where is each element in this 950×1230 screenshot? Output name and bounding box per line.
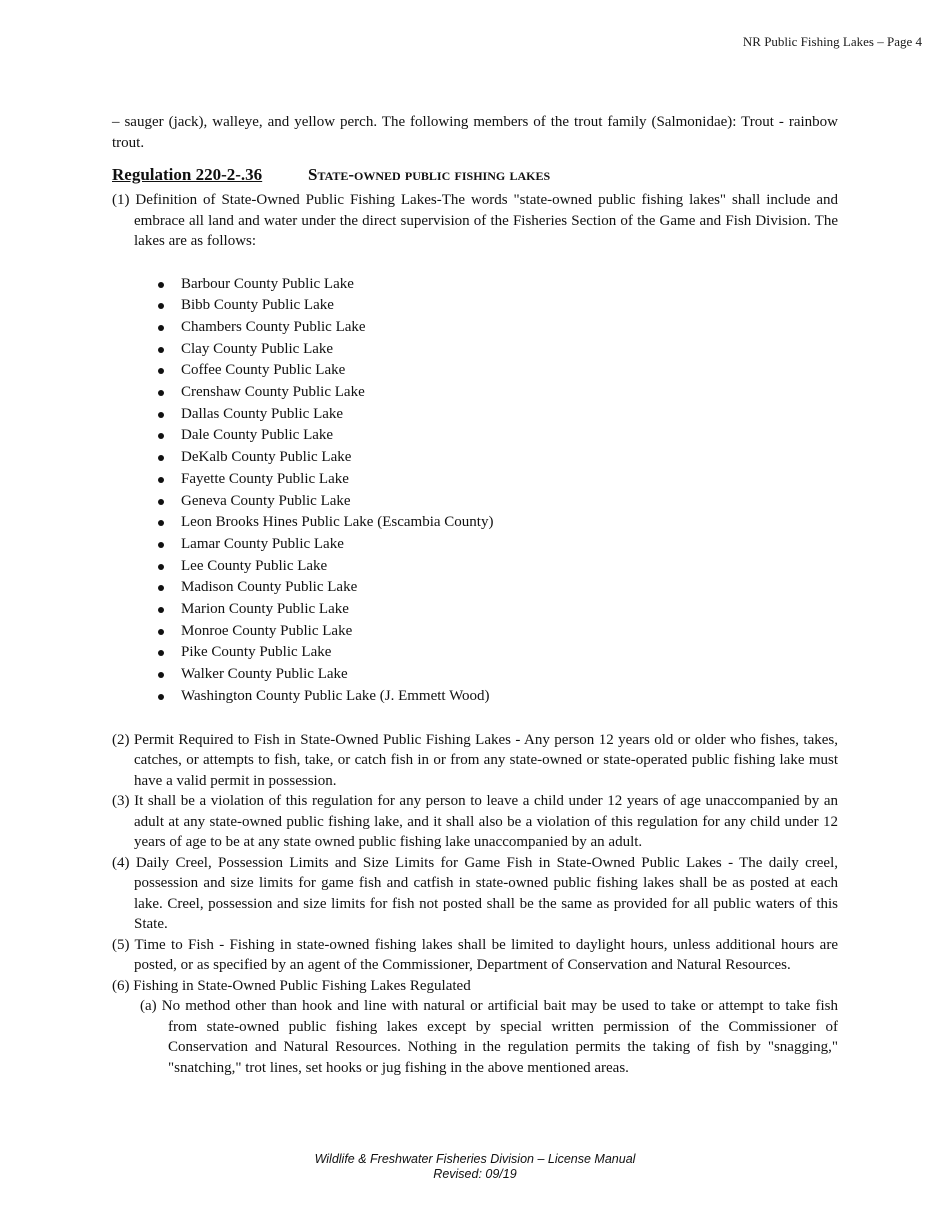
lake-name: Pike County Public Lake [181, 644, 332, 661]
paragraph-3: (3) It shall be a violation of this regulation for any person to leave a child under 12 years of age unaccompanied by an adult at any state-owned public fishing lake, and it shall also be a violation of this regulation for any child under 12 years of age to be at any state owned public fishing lake unaccompanied by an adult. [112, 793, 838, 851]
intro-text: – sauger (jack), walleye, and yellow perch. The following members of the trout family (Salmonidae): Trout - rainbow trout. [112, 114, 838, 151]
bullet-icon [158, 607, 164, 613]
bullet-icon [158, 455, 164, 461]
lake-name: Geneva County Public Lake [181, 492, 351, 509]
bullet-icon [158, 347, 164, 353]
footer-line-1: Wildlife & Freshwater Fisheries Division – License Manual [314, 1152, 636, 1166]
lake-list-item [158, 512, 838, 534]
lake-name: Lee County Public Lake [181, 557, 328, 574]
lake-name: Crenshaw County Public Lake [181, 384, 365, 401]
paragraph-5: (5) Time to Fish - Fishing in state-owned fishing lakes shall be limited to daylight hours, unless additional hours are posted, or as specified by an agent of the Commissioner, Department of Conservation and Natural Resources. [112, 936, 838, 974]
lake-name: Fayette County Public Lake [181, 470, 349, 487]
lake-list-item [158, 382, 838, 404]
bullet-icon [158, 650, 164, 656]
lake-list-item [158, 274, 838, 296]
page-footer [0, 1152, 950, 1182]
lake-name: Bibb County Public Lake [181, 297, 334, 314]
regulation-heading [112, 163, 838, 187]
bullet-icon [158, 542, 164, 548]
lake-list-item [158, 534, 838, 556]
lake-name: Monroe County Public Lake [181, 622, 353, 639]
lake-name: Dale County Public Lake [181, 427, 334, 444]
lake-name: Walker County Public Lake [181, 666, 348, 683]
paragraph-2: (2) Permit Required to Fish in State-Owned Public Fishing Lakes - Any person 12 years old or older who fishes, takes, catches, or attempts to fish, take, or catch fish in or from any state-owned or state-operated public fishing lake must have a valid permit in possession. [112, 731, 838, 789]
paragraph-6a: (a) No method other than hook and line with natural or artificial bait may be used to take or attempt to take fish from state-owned public fishing lakes except by special written permission of the Commissioner of Conservation and Natural Resources. Nothing in the regulation permits the taking of fish by "snagging," "snatching," trot lines, set hooks or jug fishing in the above mentioned areas. [140, 998, 838, 1076]
bullet-icon [158, 390, 164, 396]
lake-list-item [158, 599, 838, 621]
bullet-icon [158, 477, 164, 483]
bullet-icon [158, 303, 164, 309]
lake-list-item [158, 469, 838, 491]
lake-name: Lamar County Public Lake [181, 535, 344, 552]
lake-list-item [158, 447, 838, 469]
lake-list-item [158, 491, 838, 513]
bullet-icon [158, 433, 164, 439]
bullet-icon [158, 368, 164, 374]
lake-name: Marion County Public Lake [181, 601, 349, 618]
lake-list-item [158, 556, 838, 578]
bullet-icon [158, 282, 164, 288]
paragraph-6: (6) Fishing in State-Owned Public Fishing Lakes Regulated [112, 977, 471, 994]
lake-list-item [158, 317, 838, 339]
lake-name: Clay County Public Lake [181, 340, 334, 357]
lake-list-item [158, 404, 838, 426]
bullet-icon [158, 325, 164, 331]
bullet-icon [158, 499, 164, 505]
lake-name: Madison County Public Lake [181, 579, 358, 596]
lake-name: Coffee County Public Lake [181, 362, 346, 379]
lake-list-item [158, 642, 838, 664]
regulation-title: State-owned public fishing lakes [308, 165, 551, 184]
lake-list-item [158, 425, 838, 447]
bullet-icon [158, 694, 164, 700]
bullet-icon [158, 672, 164, 678]
lake-list [112, 274, 838, 708]
bullet-icon [158, 564, 164, 570]
lake-name: Chambers County Public Lake [181, 318, 366, 335]
footer-line-2: Revised: 09/19 [433, 1167, 517, 1181]
bullet-icon [158, 520, 164, 526]
regulation-number: Regulation 220-2-.36 [112, 165, 263, 184]
lake-list-item [158, 339, 838, 361]
page-header: NR Public Fishing Lakes – Page 4 [742, 34, 922, 49]
lake-list-item [158, 577, 838, 599]
lake-list-item [158, 686, 838, 708]
lake-name: Leon Brooks Hines Public Lake (Escambia County) [181, 514, 494, 531]
document-body [112, 112, 838, 1078]
lake-name: Barbour County Public Lake [181, 275, 354, 292]
bullet-icon [158, 412, 164, 418]
lake-list-item [158, 360, 838, 382]
lake-list-item [158, 664, 838, 686]
paragraph-4: (4) Daily Creel, Possession Limits and Size Limits for Game Fish in State-Owned Public Lakes - The daily creel, possession and size limits for game fish and catfish in state-owned public fishing lakes shall be as posted at each lake. Creel, possession and size limits for fish not posted shall be the same as provided for all public waters of this State. [112, 854, 838, 933]
paragraph-1: (1) Definition of State-Owned Public Fishing Lakes-The words "state-owned public fishing lakes" shall include and embrace all land and water under the direct supervision of the Fisheries Section of the Game and Fish Division. The lakes are as follows: [112, 192, 838, 249]
bullet-icon [158, 629, 164, 635]
lake-name: Washington County Public Lake (J. Emmett Wood) [181, 687, 490, 704]
lake-list-item [158, 621, 838, 643]
lake-list-item [158, 295, 838, 317]
bullet-icon [158, 585, 164, 591]
lake-name: DeKalb County Public Lake [181, 449, 352, 466]
lake-name: Dallas County Public Lake [181, 405, 344, 422]
